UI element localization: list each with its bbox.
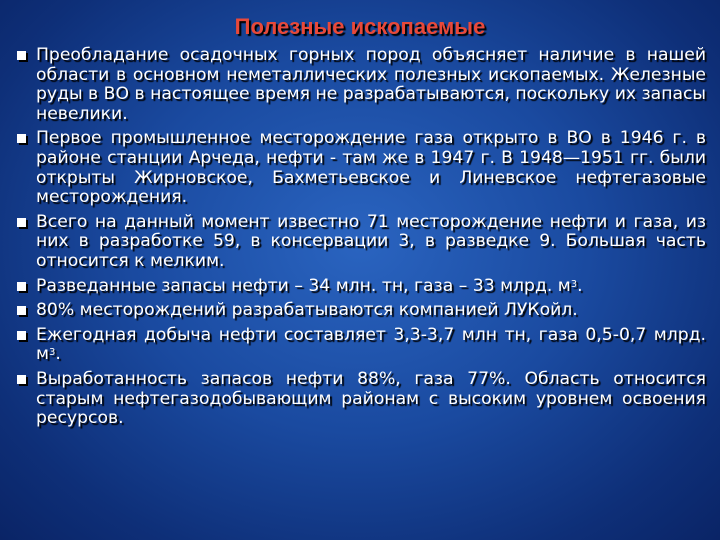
bullet-text: Выработанность запасов нефти 88%, газа 77%. Область относится старым нефтегазодобывающим районам с высоким уровнем освоения ресурсов. [36, 368, 706, 429]
bullet-item [14, 46, 706, 124]
bullet-square-icon [17, 51, 26, 60]
bullet-square-icon [17, 134, 26, 143]
bullet-tail: . [577, 275, 583, 296]
bullet-tail: . [55, 344, 61, 365]
bullet-text: Разведанные запасы нефти – 34 млн. тн, газа – 33 млрд. м [36, 275, 571, 296]
bullet-item [14, 277, 706, 297]
bullet-item [14, 326, 706, 365]
bullet-item [14, 129, 706, 207]
bullet-square-icon [17, 375, 26, 384]
slide-title: Полезные ископаемые [234, 14, 486, 39]
superscript: 3 [570, 278, 578, 290]
bullet-text: Всего на данный момент известно 71 месторождение нефти и газа, из них в разработке 59, в консервации 3, в разведке 9. Большая часть относится к мелким. [36, 211, 706, 271]
superscript: 3 [48, 347, 56, 359]
bullet-text: Первое промышленное месторождение газа открыто в ВО в 1946 г. в районе станции Арчеда, нефти - там же в 1947 г. В 1948—1951 гг. были открыты Жирновское, Бахметьевское и Линевское нефтегазовые месторождения. [36, 128, 706, 208]
bullet-square-icon [17, 282, 26, 291]
bullet-item [14, 213, 706, 272]
bullet-square-icon [17, 306, 26, 315]
bullet-item [14, 301, 706, 321]
bullet-text: Преобладание осадочных горных пород объясняет наличие в нашей области в основном неметаллических полезных ископаемых. Железные руды в ВО в настоящее время не разрабатываются, поскольку их запасы невелики. [36, 45, 706, 124]
bullet-text: 80% месторождений разрабатываются компанией ЛУКойл. [36, 300, 578, 321]
bullet-square-icon [17, 218, 26, 227]
bullet-item [14, 370, 706, 429]
bullet-text: Ежегодная добыча нефти составляет 3,3-3,7 млн тн, газа 0,5-0,7 млрд. м [36, 324, 706, 365]
bullet-list [14, 46, 706, 429]
bullet-square-icon [17, 331, 26, 340]
